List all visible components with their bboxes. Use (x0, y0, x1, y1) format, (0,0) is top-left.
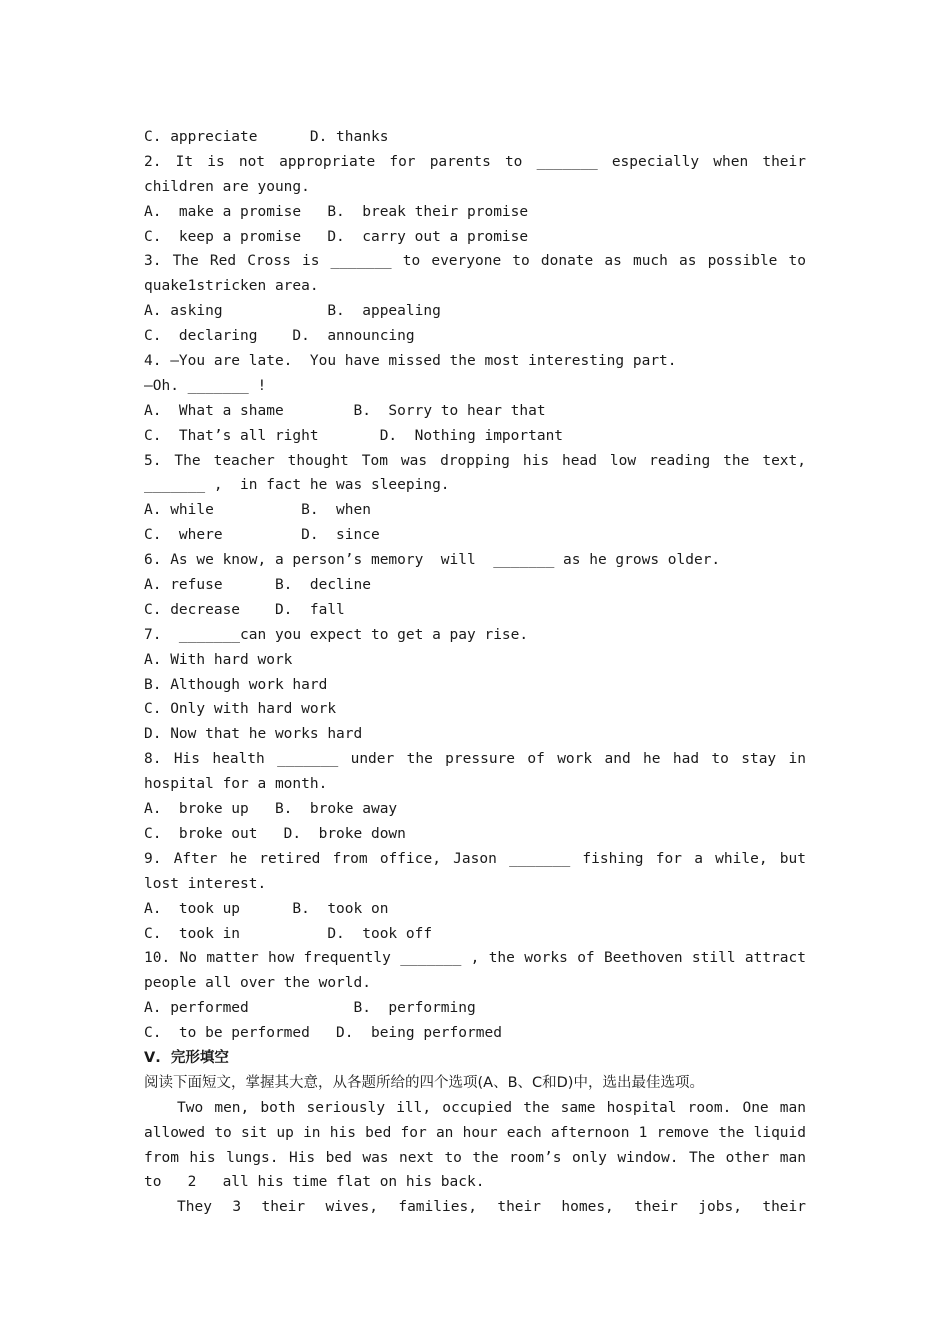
option-line: A. What a shame B. Sorry to hear that (144, 402, 546, 419)
text-line: people all over the world. (144, 975, 371, 992)
option-line: B. Although work hard (144, 676, 328, 693)
question-3: 3. The Red Cross is _______ to everyone to donate as much as possible to (144, 253, 806, 270)
text-line: _______ , in fact he was sleeping. (144, 477, 450, 494)
passage-line: from his lungs. His bed was next to the room’s only window. The other man (144, 1149, 806, 1166)
option-line: A. performed B. performing (144, 1000, 476, 1017)
option-line: A. refuse B. decline (144, 577, 371, 594)
text-line: —Oh. _______ ! (144, 377, 267, 394)
option-line: C. declaring D. announcing (144, 328, 415, 345)
text-line: C. appreciate D. thanks (144, 129, 389, 145)
option-line: A. make a promise B. break their promise (144, 203, 529, 220)
passage-line: to 2 all his time flat on his back. (144, 1174, 485, 1191)
text-line: quake1stricken area. (144, 278, 319, 295)
text-line: hospital for a month. (144, 776, 328, 793)
option-line: C. decrease D. fall (144, 601, 345, 618)
option-line: C. to be performed D. being performed (144, 1025, 502, 1042)
option-line: C. Only with hard work (144, 701, 337, 718)
question-7: 7. _______can you expect to get a pay rise. (144, 626, 529, 643)
question-10: 10. No matter how frequently _______ , the works of Beethoven still attract (144, 950, 806, 967)
passage-line: Two men, both seriously ill, occupied the same hospital room. One man (177, 1099, 806, 1116)
question-2: 2. It is not appropriate for parents to _______ especially when their (144, 153, 806, 170)
option-line: A. With hard work (144, 651, 293, 668)
option-line: A. took up B. took on (144, 900, 389, 917)
option-line: A. while B. when (144, 502, 371, 519)
section-heading: Ⅴ. 完形填空 (144, 1049, 229, 1066)
passage-line: They 3 their wives, families, their homes, their jobs, their (177, 1199, 806, 1216)
question-8: 8. His health _______ under the pressure of work and he had to stay in (144, 751, 806, 768)
question-9: 9. After he retired from office, Jason _______ fishing for a while, but (144, 850, 806, 867)
option-line: A. broke up B. broke away (144, 801, 398, 818)
question-4: 4. —You are late. You have missed the most interesting part. (144, 353, 677, 370)
option-line: C. where D. since (144, 527, 380, 544)
passage-line: allowed to sit up in his bed for an hour each afternoon 1 remove the liquid (144, 1124, 806, 1141)
question-6: 6. As we know, a person’s memory will _______ as he grows older. (144, 552, 721, 569)
option-line: C. took in D. took off (144, 925, 433, 942)
text-line: lost interest. (144, 875, 267, 892)
option-line: C. keep a promise D. carry out a promise (144, 228, 529, 245)
text-line: children are young. (144, 178, 310, 195)
option-line: D. Now that he works hard (144, 726, 363, 743)
option-line: C. broke out D. broke down (144, 825, 406, 842)
question-5: 5. The teacher thought Tom was dropping his head low reading the text, (144, 452, 806, 469)
document-page (144, 125, 806, 1220)
section-instruction: 阅读下面短文，掌握其大意，从各题所给的四个选项(A、B、C和D)中，选出最佳选项。 (144, 1074, 704, 1091)
option-line: C. That’s all right D. Nothing important (144, 427, 564, 444)
option-line: A. asking B. appealing (144, 303, 441, 320)
